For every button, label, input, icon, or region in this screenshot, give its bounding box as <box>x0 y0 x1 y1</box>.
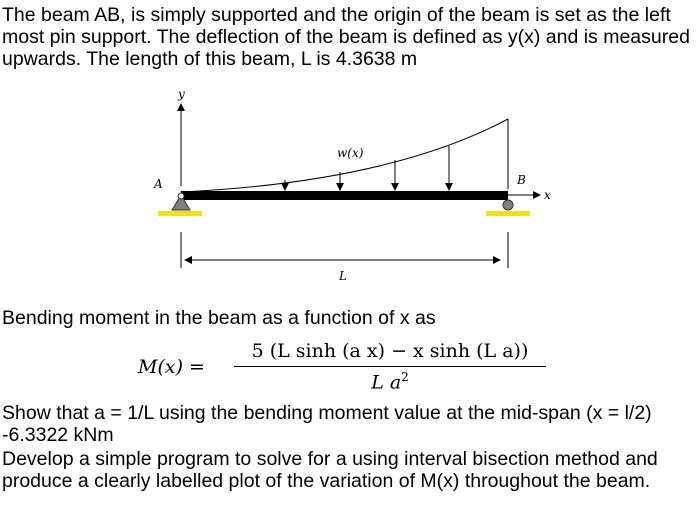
support-b-label: B <box>517 173 526 187</box>
equation-denominator <box>234 367 546 393</box>
roller-support-b <box>503 200 513 210</box>
support-a-base <box>158 211 202 216</box>
problem-statement: The beam AB, is simply supported and the origin of the beam is set as the left most pin support. The deflection of the beam is defined as y(x) and is measured upwards. The length of this beam, L is 4.3638 m <box>2 4 690 70</box>
task-1: Show that a = 1/L using the bending moment value at the mid-span (x = l/2) -6.3322 kNm <box>2 402 652 446</box>
task-2: Develop a simple program to solve for a using interval bisection method and produce a clearly labelled plot of the variation of M(x) throughout the beam. <box>2 448 658 492</box>
moment-equation <box>120 336 580 400</box>
length-label: L <box>339 269 347 283</box>
equation-numerator: 5 (L sinh (a x) − x sinh (L a)) <box>234 340 546 367</box>
denominator-base: L a <box>371 371 402 394</box>
x-axis-label: x <box>544 188 551 202</box>
load-label: w(x) <box>337 146 364 160</box>
support-b-base <box>486 211 530 216</box>
beam <box>181 191 508 200</box>
support-a-label: A <box>154 177 163 191</box>
beam-diagram-svg <box>140 82 570 287</box>
beam-diagram <box>140 82 570 287</box>
equation-fraction <box>234 340 546 393</box>
denominator-exponent: 2 <box>401 370 409 384</box>
moment-intro: Bending moment in the beam as a function of x as <box>2 307 436 329</box>
equation-lhs: M(x) = <box>138 356 205 378</box>
y-axis-label: y <box>178 87 185 101</box>
